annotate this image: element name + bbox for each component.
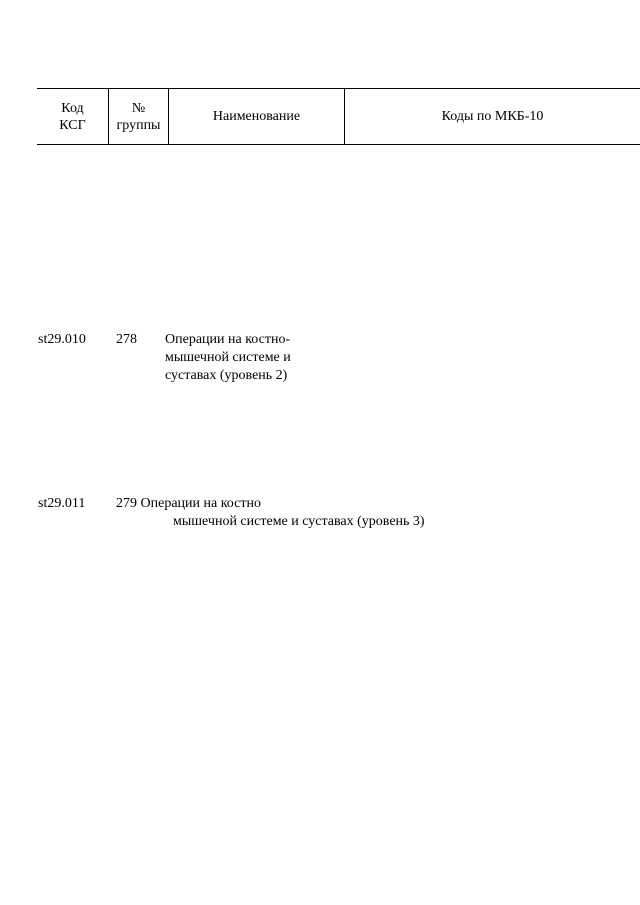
header-group-line2: группы <box>116 117 161 133</box>
header-group-line1: № <box>131 100 146 116</box>
row1-name-line1: Операции на костно- <box>165 332 291 347</box>
row1-group: 278 <box>116 332 137 347</box>
row1-name <box>165 331 291 385</box>
row1-code: st29.010 <box>38 332 86 347</box>
row2-group-name-line1: 279 Операции на костно <box>116 496 261 511</box>
header-name-label: Наименование <box>212 109 301 124</box>
header-code-cell <box>37 89 109 144</box>
header-name-cell <box>169 89 345 144</box>
row1-name-line2: мышечной системе и <box>165 350 291 365</box>
header-code-line2: КСГ <box>59 117 86 133</box>
header-code-line1: Код <box>61 100 84 116</box>
header-icd-cell <box>345 89 640 144</box>
header-group-cell <box>109 89 169 144</box>
row2-name-line2: мышечной системе и суставах (уровень 3) <box>173 514 425 529</box>
header-icd-label: Коды по МКБ-10 <box>441 109 544 124</box>
row2-code: st29.011 <box>38 496 86 511</box>
row1-name-line3: суставах (уровень 2) <box>165 368 288 383</box>
table-header <box>37 88 640 145</box>
